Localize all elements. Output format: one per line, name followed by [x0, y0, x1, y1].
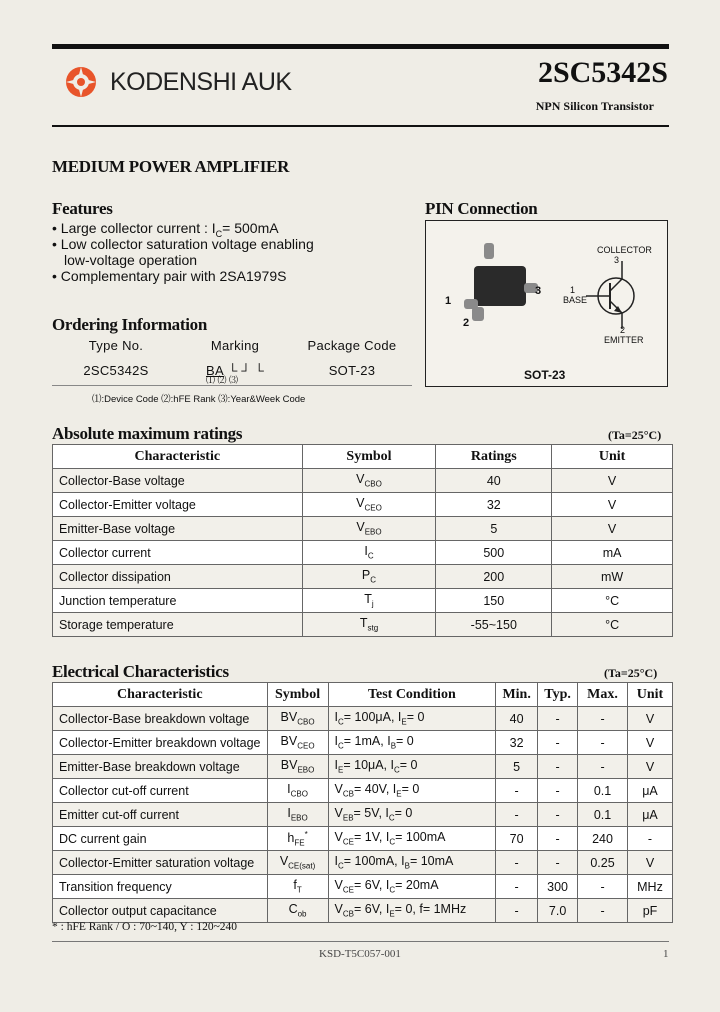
feature-item-3: low-voltage operation — [64, 252, 198, 268]
cell: 5 — [496, 755, 538, 779]
cell: V — [628, 851, 673, 875]
package-label: SOT-23 — [524, 368, 566, 382]
cell: °C — [552, 589, 673, 613]
elec-heading: Electrical Characteristics — [52, 662, 229, 681]
ordering-marking-blanks: └┘└ — [228, 363, 268, 378]
cell: 32 — [496, 731, 538, 755]
col-characteristic: Characteristic — [53, 683, 268, 707]
ordering-type-no: 2SC5342S — [83, 363, 149, 378]
cell: 5 — [436, 517, 552, 541]
elec-condition: (Ta=25°C) — [604, 666, 658, 680]
cell: - — [538, 827, 578, 851]
ordering-col-type: Type No. — [88, 338, 144, 353]
table-row — [53, 565, 673, 589]
collector-pin-num: 3 — [614, 255, 620, 265]
col-characteristic: Characteristic — [53, 445, 303, 469]
ordering-header-row — [52, 338, 412, 356]
table-row — [53, 613, 673, 637]
cell: - — [578, 731, 628, 755]
col-ratings: Ratings — [436, 445, 552, 469]
table-row — [53, 779, 673, 803]
cell: 70 — [496, 827, 538, 851]
footer-rule — [52, 941, 669, 942]
col-max: Max. — [578, 683, 628, 707]
cell: - — [538, 731, 578, 755]
cell: 0.25 — [578, 851, 628, 875]
cell: °C — [552, 613, 673, 637]
cell: MHz — [628, 875, 673, 899]
cell: -55~150 — [436, 613, 552, 637]
cell: Collector-Base breakdown voltage — [53, 707, 268, 731]
emitter-label: EMITTER — [604, 335, 644, 345]
header-divider — [52, 125, 669, 127]
cell: V — [628, 731, 673, 755]
abs-max-table — [52, 444, 673, 637]
feature-item-2: • Low collector saturation voltage enabling — [52, 236, 314, 252]
cell: - — [496, 779, 538, 803]
part-subtitle: NPN Silicon Transistor — [535, 99, 654, 113]
cell-symbol: $f_T$ — [267, 875, 328, 899]
cell: V — [552, 517, 673, 541]
cell-symbol: $h_{FE}^*$ — [267, 827, 328, 851]
pin-leg-2 — [472, 307, 484, 321]
cell-symbol: $I_C$ — [302, 541, 436, 565]
features-heading: Features — [52, 199, 113, 218]
cell: μA — [628, 803, 673, 827]
cell: - — [538, 851, 578, 875]
cell-condition: $I_C= 1mA$, $I_B= 0$ — [328, 731, 496, 755]
part-number: 2SC5342S — [537, 56, 668, 89]
cell: - — [578, 875, 628, 899]
ordering-heading: Ordering Information — [52, 315, 208, 334]
table-row — [53, 875, 673, 899]
cell: 0.1 — [578, 779, 628, 803]
cell: Emitter-Base voltage — [53, 517, 303, 541]
cell: μA — [628, 779, 673, 803]
kodenshi-logo-icon — [64, 66, 104, 98]
cell: Collector current — [53, 541, 303, 565]
cell: DC current gain — [53, 827, 268, 851]
cell-symbol: $V_{CEO}$ — [302, 493, 436, 517]
company-name: KODENSHI AUK — [110, 67, 292, 96]
abs-max-heading: Absolute maximum ratings — [52, 424, 243, 443]
pin-leg-3 — [484, 243, 494, 259]
cell-symbol: $T_{stg}$ — [302, 613, 436, 637]
ordering-package: SOT-23 — [328, 363, 376, 378]
package-pin-3: 3 — [535, 285, 542, 297]
col-min: Min. — [496, 683, 538, 707]
feature-item-1: • Large collector current : $I_C= 500mA$ — [52, 220, 279, 239]
table-row — [53, 707, 673, 731]
cell: Collector dissipation — [53, 565, 303, 589]
cell: mW — [552, 565, 673, 589]
col-symbol: Symbol — [267, 683, 328, 707]
cell-symbol: $V_{CE(sat)}$ — [267, 851, 328, 875]
header-rule — [52, 44, 669, 49]
cell: - — [538, 803, 578, 827]
table-row — [53, 589, 673, 613]
cell: Junction temperature — [53, 589, 303, 613]
base-label: BASE — [563, 295, 588, 305]
cell: 150 — [436, 589, 552, 613]
cell: Collector-Base voltage — [53, 469, 303, 493]
cell: - — [578, 899, 628, 923]
cell-symbol: $T_j$ — [302, 589, 436, 613]
ordering-note: ⑴:Device Code ⑵:hFE Rank ⑶:Year&Week Code — [92, 394, 306, 405]
table-row — [53, 469, 673, 493]
cell-symbol: $BV_{EBO}$ — [267, 755, 328, 779]
package-pin-2: 2 — [463, 317, 470, 329]
feature-item-4: • Complementary pair with 2SA1979S — [52, 268, 287, 284]
cell: - — [578, 707, 628, 731]
doc-code: KSD-T5C057-001 — [319, 948, 401, 960]
cell: V — [628, 707, 673, 731]
cell: - — [538, 755, 578, 779]
table-row — [53, 827, 673, 851]
ordering-col-marking: Marking — [210, 338, 260, 353]
cell: 500 — [436, 541, 552, 565]
ordering-rule — [52, 385, 412, 386]
cell: Storage temperature — [53, 613, 303, 637]
col-test-condition: Test Condition — [328, 683, 496, 707]
cell: 32 — [436, 493, 552, 517]
table-row — [53, 493, 673, 517]
ordering-marking-nums: ⑴ ⑵ ⑶ — [206, 375, 239, 385]
table-row — [53, 851, 673, 875]
table-row — [53, 755, 673, 779]
cell: 240 — [578, 827, 628, 851]
cell: - — [538, 779, 578, 803]
cell: 0.1 — [578, 803, 628, 827]
cell: V — [552, 493, 673, 517]
cell: 200 — [436, 565, 552, 589]
base-pin-num: 1 — [570, 285, 576, 295]
cell: Emitter-Base breakdown voltage — [53, 755, 268, 779]
cell-condition: $V_{EB}= 5V$, $I_C= 0$ — [328, 803, 496, 827]
table-row — [53, 899, 673, 923]
cell-condition: $I_C= 100mA$, $I_B= 10mA$ — [328, 851, 496, 875]
col-symbol: Symbol — [302, 445, 436, 469]
table-header-row — [53, 683, 673, 707]
col-unit: Unit — [552, 445, 673, 469]
cell: V — [552, 469, 673, 493]
cell-symbol: $I_{CBO}$ — [267, 779, 328, 803]
package-pin-1: 1 — [445, 295, 452, 307]
table-row — [53, 803, 673, 827]
cell: Collector cut-off current — [53, 779, 268, 803]
company-logo — [64, 66, 292, 98]
cell-condition: $V_{CB}= 40V$, $I_E= 0$ — [328, 779, 496, 803]
ordering-marking: BA — [206, 363, 224, 378]
cell: mA — [552, 541, 673, 565]
abs-max-condition: (Ta=25°C) — [608, 428, 662, 442]
cell-condition: $V_{CE}= 6V$, $I_C= 20mA$ — [328, 875, 496, 899]
cell-symbol: $P_C$ — [302, 565, 436, 589]
cell-symbol: $V_{CBO}$ — [302, 469, 436, 493]
cell: Collector-Emitter voltage — [53, 493, 303, 517]
collector-label: COLLECTOR — [597, 245, 652, 255]
cell: - — [496, 851, 538, 875]
table-row — [53, 731, 673, 755]
elec-table — [52, 682, 673, 923]
cell: Emitter cut-off current — [53, 803, 268, 827]
cell: - — [496, 875, 538, 899]
cell-symbol: $BV_{CEO}$ — [267, 731, 328, 755]
cell: - — [578, 755, 628, 779]
cell: - — [496, 803, 538, 827]
cell-symbol: $BV_{CBO}$ — [267, 707, 328, 731]
cell-symbol: $I_{EBO}$ — [267, 803, 328, 827]
hfe-rank-footnote: * : hFE Rank / O : 70~140, Y : 120~240 — [52, 921, 238, 933]
table-header-row — [53, 445, 673, 469]
col-typ: Typ. — [538, 683, 578, 707]
ordering-col-package: Package Code — [307, 338, 397, 353]
cell: - — [628, 827, 673, 851]
cell: Collector-Emitter saturation voltage — [53, 851, 268, 875]
page-number: 1 — [663, 948, 669, 960]
cell: pF — [628, 899, 673, 923]
cell-condition: $V_{CE}= 1V$, $I_C= 100mA$ — [328, 827, 496, 851]
cell-symbol: $C_{ob}$ — [267, 899, 328, 923]
package-body — [474, 266, 526, 306]
cell: 40 — [436, 469, 552, 493]
cell: 7.0 — [538, 899, 578, 923]
cell: 300 — [538, 875, 578, 899]
col-unit: Unit — [628, 683, 673, 707]
cell-condition: $V_{CB}= 6V$, $I_E= 0$, f= 1MHz — [328, 899, 496, 923]
pin-heading: PIN Connection — [425, 199, 538, 218]
cell: V — [628, 755, 673, 779]
cell: - — [538, 707, 578, 731]
cell: 40 — [496, 707, 538, 731]
emitter-pin-num: 2 — [620, 325, 626, 335]
cell-condition: $I_C= 100\mu A$, $I_E= 0$ — [328, 707, 496, 731]
page-title: MEDIUM POWER AMPLIFIER — [52, 157, 290, 176]
cell-symbol: $V_{EBO}$ — [302, 517, 436, 541]
table-row — [53, 541, 673, 565]
cell: Transition frequency — [53, 875, 268, 899]
cell-condition: $I_E= 10\mu A$, $I_C= 0$ — [328, 755, 496, 779]
cell: Collector output capacitance — [53, 899, 268, 923]
cell: Collector-Emitter breakdown voltage — [53, 731, 268, 755]
cell: - — [496, 899, 538, 923]
table-row — [53, 517, 673, 541]
